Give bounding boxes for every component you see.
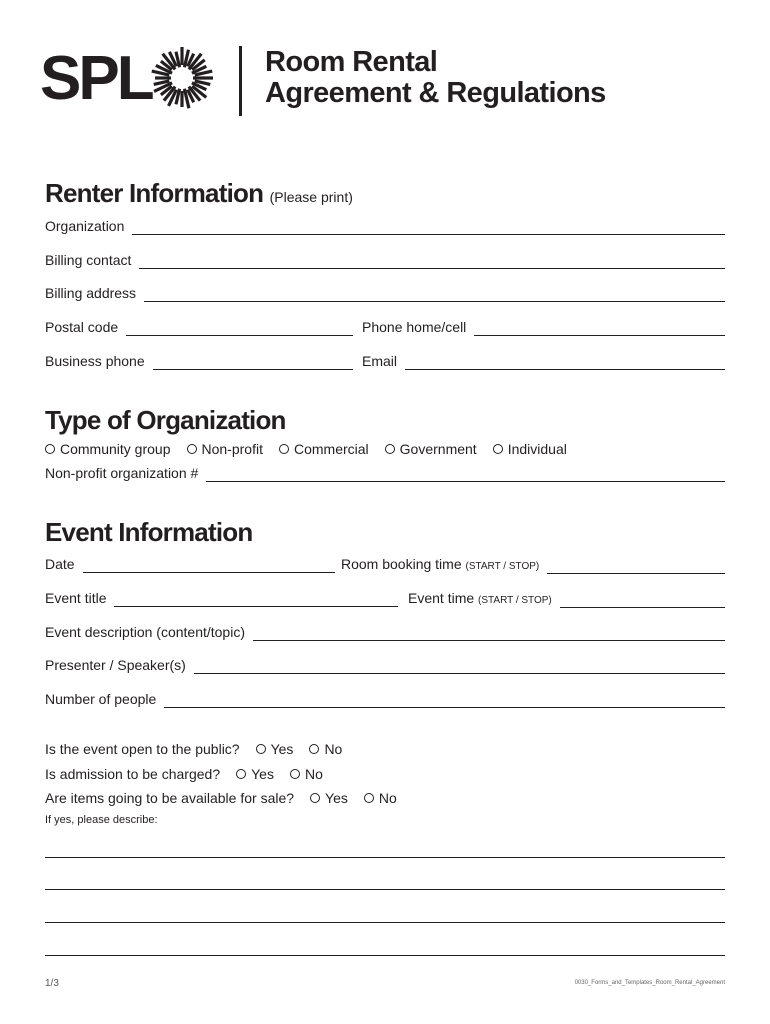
org-option-government[interactable]: Government [385,441,477,457]
presenter-field[interactable] [45,658,725,672]
date-label: Date [45,556,75,572]
event-title-line[interactable] [114,606,398,607]
event-title-heading: Event Information [45,517,253,547]
radio-icon[interactable] [236,769,246,779]
radio-icon[interactable] [187,444,197,454]
question-admission [45,766,323,782]
date-field[interactable] [45,557,335,571]
radio-icon[interactable] [310,793,320,803]
logo-burst-icon [148,44,216,112]
number-of-people-line[interactable] [164,707,725,708]
radio-icon[interactable] [256,744,266,754]
org-option-community[interactable]: Community group [45,441,171,457]
renter-title: Renter Information [45,178,264,208]
room-booking-label: Room booking time (START / STOP) [341,556,540,572]
business-phone-line[interactable] [153,369,353,370]
email-line[interactable] [405,369,725,370]
phone-field[interactable] [362,320,725,334]
page-title-line2: Agreement & Regulations [265,77,606,109]
email-field[interactable] [362,354,725,368]
number-of-people-field[interactable] [45,692,725,706]
radio-icon[interactable] [45,444,55,454]
billing-address-line[interactable] [144,301,725,302]
billing-address-label: Billing address [45,285,137,301]
renter-note: (Please print) [269,189,353,205]
org-type-options [45,441,567,457]
presenter-line[interactable] [194,673,725,674]
email-label: Email [362,353,398,369]
org-type-title: Type of Organization [45,405,286,435]
admission-no-option[interactable]: No [290,766,323,782]
question-public-label: Is the event open to the public? [45,741,240,757]
event-title-label: Event title [45,590,107,606]
phone-label: Phone home/cell [362,319,467,335]
question-public [45,741,342,757]
radio-icon[interactable] [493,444,503,454]
radio-icon[interactable] [279,444,289,454]
event-time-field[interactable] [408,591,725,606]
page-title-line1: Room Rental [265,46,438,78]
event-description-line[interactable] [253,640,725,641]
radio-icon[interactable] [290,769,300,779]
room-booking-field[interactable] [341,557,725,572]
event-title-field[interactable] [45,591,398,605]
renter-section-title [45,180,353,206]
billing-contact-field[interactable] [45,253,725,267]
sale-no-option[interactable]: No [364,790,397,806]
business-phone-field[interactable] [45,354,353,368]
header-divider [239,46,242,116]
question-sale [45,790,397,806]
org-option-commercial[interactable]: Commercial [279,441,369,457]
postal-code-label: Postal code [45,319,119,335]
nonprofit-number-label: Non-profit organization # [45,465,199,481]
org-option-nonprofit[interactable]: Non-profit [187,441,263,457]
sale-yes-option[interactable]: Yes [310,790,348,806]
event-time-label: Event time (START / STOP) [408,590,552,606]
question-sale-label: Are items going to be available for sale? [45,790,295,806]
billing-contact-label: Billing contact [45,252,132,268]
organization-label: Organization [45,218,125,234]
radio-icon[interactable] [385,444,395,454]
nonprofit-number-field[interactable] [45,466,725,480]
page-number: 1/3 [45,978,59,989]
public-no-option[interactable]: No [309,741,342,757]
admission-yes-option[interactable]: Yes [236,766,274,782]
nonprofit-number-line[interactable] [206,481,725,482]
billing-contact-line[interactable] [139,268,725,269]
event-description-label: Event description (content/topic) [45,624,245,640]
org-option-individual[interactable]: Individual [493,441,567,457]
event-time-line[interactable] [560,607,725,608]
describe-line-4[interactable] [45,955,725,956]
number-of-people-label: Number of people [45,691,157,707]
billing-address-field[interactable] [45,286,725,300]
radio-icon[interactable] [364,793,374,803]
radio-icon[interactable] [309,744,319,754]
describe-line-1[interactable] [45,857,725,858]
date-line[interactable] [83,572,335,573]
postal-code-line[interactable] [126,335,353,336]
phone-line[interactable] [474,335,725,336]
question-admission-label: Is admission to be charged? [45,766,221,782]
describe-line-3[interactable] [45,922,725,923]
presenter-label: Presenter / Speaker(s) [45,657,186,673]
logo-wordmark: SPL [40,44,152,113]
public-yes-option[interactable]: Yes [256,741,294,757]
room-booking-line[interactable] [547,573,725,574]
file-reference: 0030_Forms_and_Templates_Room_Rental_Agreement [574,980,725,986]
event-description-field[interactable] [45,625,725,639]
business-phone-label: Business phone [45,353,145,369]
describe-line-2[interactable] [45,889,725,890]
organization-field[interactable] [45,219,725,233]
if-yes-describe-label: If yes, please describe: [45,814,158,826]
postal-code-field[interactable] [45,320,353,334]
organization-line[interactable] [132,234,725,235]
